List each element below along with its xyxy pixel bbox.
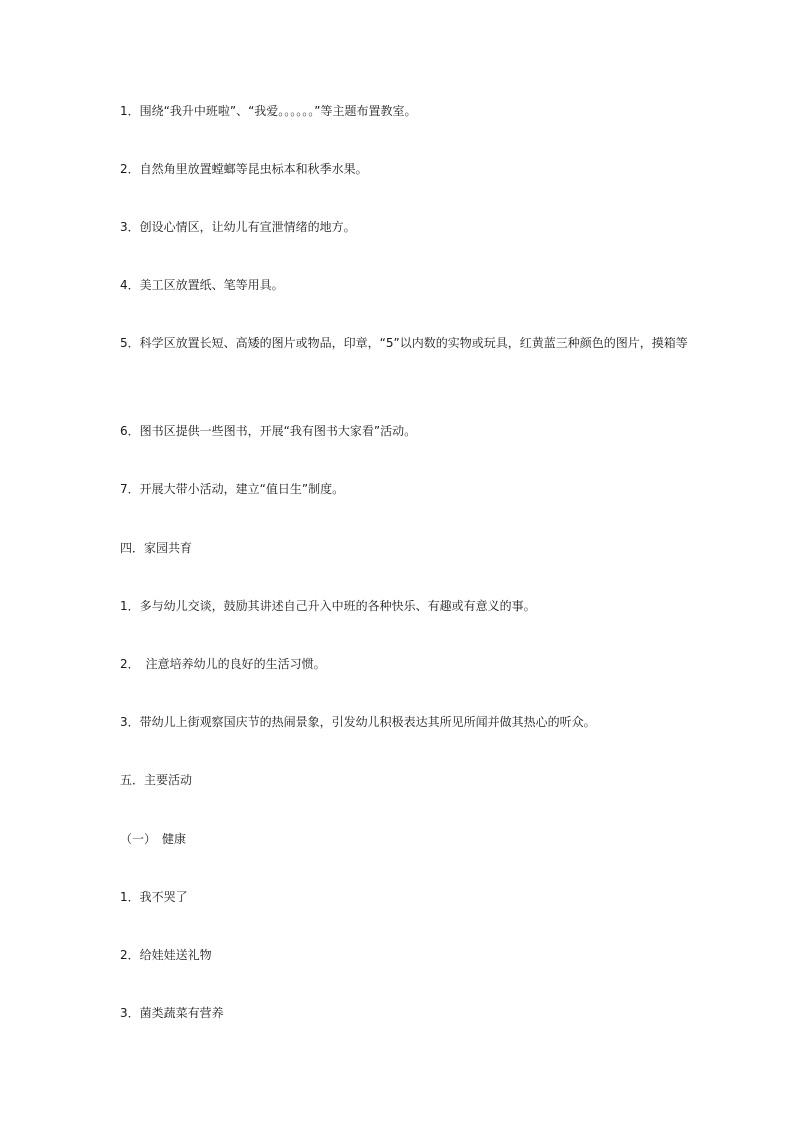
health-item-3: 3．菌类蔬菜有营养 xyxy=(120,1006,224,1020)
home-item-1: 1．多与幼儿交谈，鼓励其讲述自己升入中班的各种快乐、有趣或有意义的事。 xyxy=(120,599,536,613)
env-item-2: 2．自然角里放置螳螂等昆虫标本和秋季水果。 xyxy=(120,162,368,176)
home-item-2: 2． 注意培养幼儿的良好的生活习惯。 xyxy=(120,657,326,671)
home-item-3: 3．带幼儿上街观察国庆节的热闹景象，引发幼儿积极表达其所见所闻并做其热心的听众。 xyxy=(120,715,596,729)
env-item-3: 3．创设心情区，让幼儿有宣泄情绪的地方。 xyxy=(120,220,356,234)
env-item-4: 4．美工区放置纸、笔等用具。 xyxy=(120,278,284,292)
env-item-6: 6．图书区提供一些图书，开展“我有图书大家看”活动。 xyxy=(120,424,417,438)
section-heading-home: 四．家园共育 xyxy=(120,541,193,555)
env-item-1: 1．围绕“我升中班啦”、“我爱。。。。。。”等主题布置教室。 xyxy=(120,104,417,118)
section-heading-activities: 五．主要活动 xyxy=(120,773,193,787)
env-item-7: 7．开展大带小活动，建立“值日生”制度。 xyxy=(120,482,345,496)
health-item-2: 2．给娃娃送礼物 xyxy=(120,948,212,962)
health-item-1: 1．我不哭了 xyxy=(120,890,188,904)
env-item-5: 5．科学区放置长短、高矮的图片或物品，印章，“5”以内数的实物或玩具，红黄蓝三种颜色的图片，摸箱等 xyxy=(120,336,688,350)
subsection-heading-health: （一） 健康 xyxy=(120,832,187,846)
